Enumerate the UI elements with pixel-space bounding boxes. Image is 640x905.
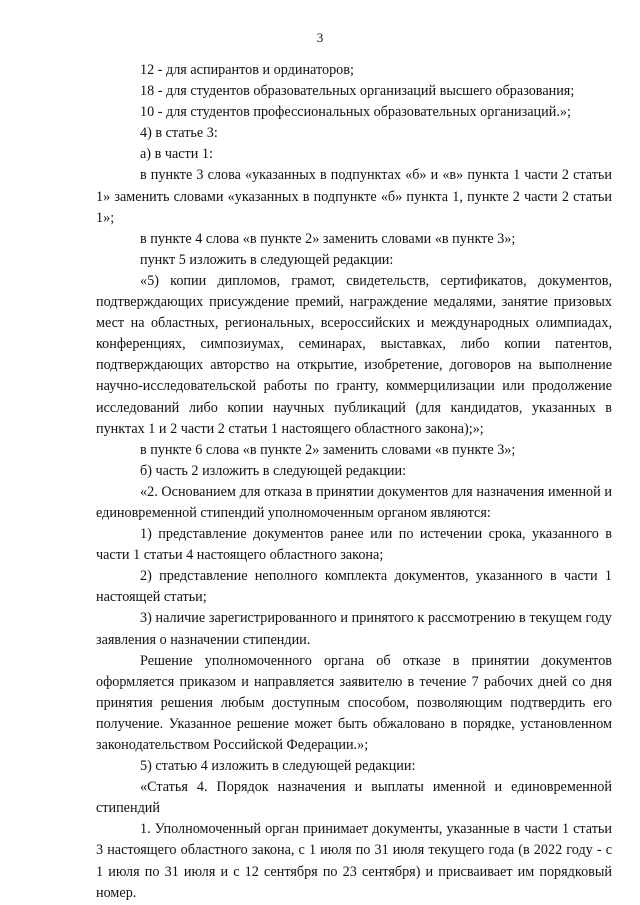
paragraph: 2) представление неполного комплекта документов, указанного в части 1 настоящей статьи; bbox=[96, 568, 612, 606]
paragraph: 18 - для студентов образовательных организаций высшего образования; bbox=[140, 83, 575, 100]
paragraph: в пункте 6 слова «в пункте 2» заменить словами «в пункте 3»; bbox=[140, 441, 516, 458]
article-heading: «Статья 4. Порядок назначения и выплаты именной и единовременной стипендий bbox=[96, 779, 612, 817]
paragraph: в пункте 3 слова «указанных в подпунктах «б» и «в» пункта 1 части 2 статьи 1» заменить словами «указанных в подпункте «б» пункта 1, пункте 2 части 2 статьи 1»; bbox=[96, 167, 612, 226]
page-number: 3 bbox=[316, 30, 324, 45]
paragraph: «2. Основанием для отказа в принятии документов для назначения именной и единовременной стипендий уполномоченным органом являются: bbox=[96, 483, 612, 521]
paragraph: Решение уполномоченного органа об отказе в принятии документов оформляется приказом и направляется заявителю в течение 7 рабочих дней со дня принятия решения любым доступным способом, позволяющим подтвердить его получение. Указанное решение может быть обжаловано в порядке, установленном законодательством Российской Федерации.»; bbox=[96, 652, 612, 753]
paragraph: 1) представление документов ранее или по истечении срока, указанного в части 1 статьи 4 настоящего областного закона; bbox=[96, 526, 612, 564]
paragraph: пункт 5 изложить в следующей редакции: bbox=[140, 251, 394, 268]
paragraph: 3) наличие зарегистрированного и принятого к рассмотрению в текущем году заявления о назначении стипендии. bbox=[96, 610, 612, 648]
paragraph: 1. Уполномоченный орган принимает документы, указанные в части 1 статьи 3 настоящего областного закона, с 1 июля по 31 июля текущего года (в 2022 году - с 1 июля по 31 июля и с 12 сентября по 23 сентября) и присваивает им порядковый номер. bbox=[96, 821, 612, 901]
paragraph: в пункте 4 слова «в пункте 2» заменить словами «в пункте 3»; bbox=[140, 230, 516, 247]
paragraph: а) в части 1: bbox=[140, 146, 213, 163]
paragraph: б) часть 2 изложить в следующей редакции: bbox=[140, 462, 407, 479]
paragraph: 5) статью 4 изложить в следующей редакции: bbox=[140, 758, 416, 775]
paragraph: 10 - для студентов профессиональных образовательных организаций.»; bbox=[140, 104, 571, 121]
paragraph: 4) в статье 3: bbox=[140, 125, 218, 142]
paragraph: «5) копии дипломов, грамот, свидетельств, сертификатов, документов, подтверждающих присуждение премий, награждение медалями, занятие призовых мест на областных, региональных, всероссийских и международных олимпиадах, конференциях, симпозиумах, семинарах, выставках, либо копии патентов, подтверждающих авторство на открытие, изобретение, договоров на выполнение научно-исследовательской работы по гранту, коммерцилизации или продолжение исследований либо копии научных публикаций (для кандидатов, указанных в пунктах 1 и 2 части 2 статьи 1 настоящего областного закона);»; bbox=[96, 272, 612, 437]
paragraph: 12 - для аспирантов и ординаторов; bbox=[140, 62, 354, 78]
document-body bbox=[96, 60, 612, 904]
